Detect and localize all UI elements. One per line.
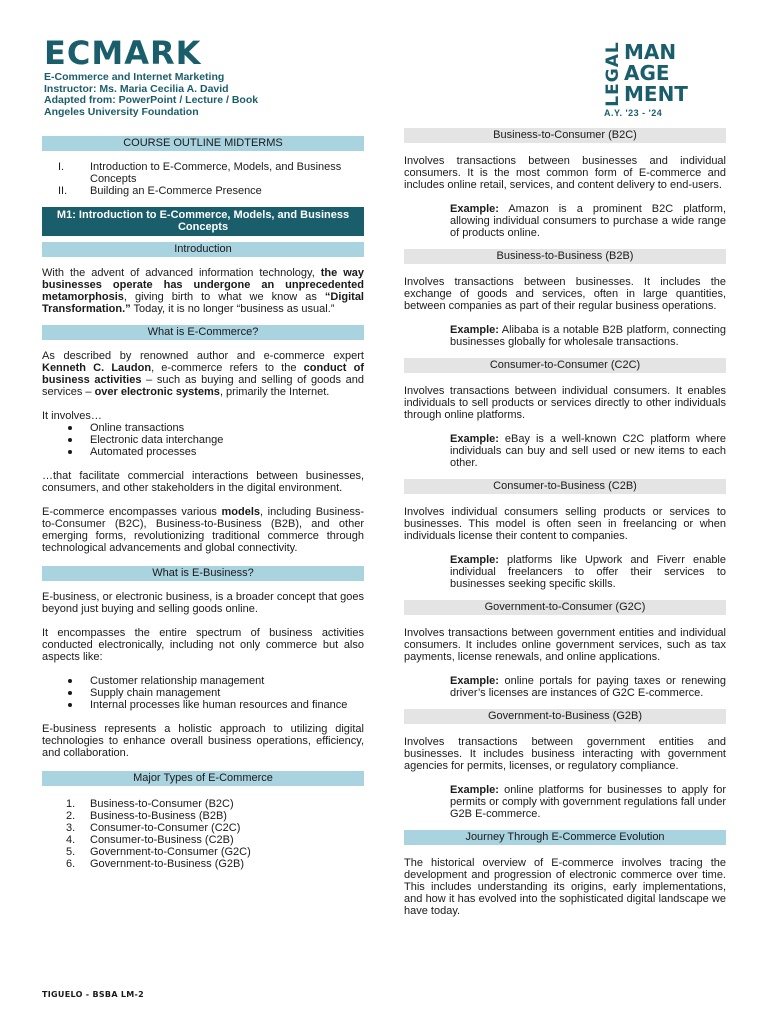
ebusiness-spectrum: It encompasses the entire spectrum of business activities conducted electronically, including not only commerce but also aspects like: — [42, 627, 364, 663]
section-title-b2c: Business-to-Consumer (B2C) — [404, 128, 726, 143]
g2b-description: Involves transactions between government entities and businesses. It includes business interacting with government agencies for permits, licenses, or regulatory compliance. — [404, 736, 726, 772]
section-title-ebusiness: What is E-Business? — [42, 566, 364, 581]
g2c-example: Example: online portals for paying taxes or renewing driver’s licenses are instances of G2C E-commerce. — [450, 675, 726, 699]
logo-word-2: AGE — [624, 61, 670, 85]
list-item: I. Introduction to E-Commerce, Models, and Business Concepts — [58, 161, 342, 185]
list-item: Internal processes like human resources and finance — [42, 699, 364, 711]
involves-list — [42, 422, 364, 458]
section-title-g2c: Government-to-Consumer (G2C) — [404, 600, 726, 615]
g2c-description: Involves transactions between government entities and individual consumers. It includes online government services, such as tax payments, license renewals, and online applications. — [404, 627, 726, 663]
list-item: Electronic data interchange — [42, 434, 364, 446]
c2c-example: Example: eBay is a well-known C2C platform where individuals can buy and sell used or new items to each other. — [450, 433, 726, 469]
b2b-example: Example: Alibaba is a notable B2B platform, connecting businesses globally for wholesale transactions. — [450, 324, 726, 348]
intro-paragraph: With the advent of advanced information technology, the way businesses operate has undergone an unprecedented metamorphosis, giving birth to what we know as “Digital Transformation.” Today, it is no longer “business as usual.” — [42, 267, 364, 315]
section-title-journey: Journey Through E-Commerce Evolution — [404, 830, 726, 845]
logo-word-3: MENT — [624, 82, 688, 106]
document-header — [44, 36, 724, 116]
involves-label: It involves… — [42, 410, 102, 422]
list-item: 4. Consumer-to-Business (C2B) — [66, 834, 234, 846]
journey-paragraph: The historical overview of E-commerce involves tracing the development and progression of electronic commerce over time. This includes understanding its origins, early implementations, and how it has evolved into the sophisticated digital landscape we have today. — [404, 857, 726, 917]
logo-legal-text: LEGAL — [603, 41, 623, 107]
page-footer: TIGUELO - BSBA LM-2 — [42, 990, 145, 999]
section-title-g2b: Government-to-Business (G2B) — [404, 709, 726, 724]
module-title: M1: Introduction to E-Commerce, Models, and Business Concepts — [42, 207, 364, 236]
list-item: Online transactions — [42, 422, 364, 434]
logo-word-1: MAN — [624, 40, 677, 64]
list-item: 5. Government-to-Consumer (G2C) — [66, 846, 251, 858]
left-column — [42, 128, 364, 870]
b2c-example: Example: Amazon is a prominent B2C platform, allowing individual consumers to purchase a wide range of products online. — [450, 203, 726, 239]
section-title-c2b: Consumer-to-Business (C2B) — [404, 479, 726, 494]
ebusiness-list — [42, 675, 364, 711]
legal-management-logo — [602, 42, 714, 118]
right-column — [404, 128, 726, 917]
section-title-major-types: Major Types of E-Commerce — [42, 771, 364, 786]
list-item: 1. Business-to-Consumer (B2C) — [66, 798, 234, 810]
course-name: E-Commerce and Internet Marketing — [44, 71, 225, 83]
list-item: II. Building an E-Commerce Presence — [58, 185, 262, 197]
c2c-description: Involves transactions between individual consumers. It enables individuals to sell products or services directly to other individuals through online platforms. — [404, 385, 726, 421]
list-item: 2. Business-to-Business (B2B) — [66, 810, 227, 822]
section-title-b2b: Business-to-Business (B2B) — [404, 249, 726, 264]
adapted-from: Adapted from: PowerPoint / Lecture / Book — [44, 94, 259, 106]
ecommerce-models: E-commerce encompasses various models, including Business-to-Consumer (B2C), Business-to-Business (B2B), and other emerging forms, revolutionizing traditional commerce through technological advancements and global connectivity. — [42, 506, 365, 554]
g2b-example: Example: online platforms for businesses to apply for permits or comply with government regulations fall under G2B E-commerce. — [450, 784, 726, 820]
list-item: Customer relationship management — [42, 675, 364, 687]
section-title-introduction: Introduction — [42, 242, 364, 257]
ecommerce-definition: As described by renowned author and e-commerce expert Kenneth C. Laudon, e-commerce refers to the conduct of business activities – such as buying and selling of goods and services – over electronic systems, primarily the Internet. — [42, 350, 364, 398]
list-item: 6. Government-to-Business (G2B) — [66, 858, 245, 870]
brand-title: ECMARK — [44, 34, 202, 72]
outline-list — [42, 161, 364, 197]
ebusiness-definition: E-business, or electronic business, is a broader concept that goes beyond just buying and selling goods online. — [42, 591, 364, 615]
list-item: Automated processes — [42, 446, 364, 458]
c2b-description: Involves individual consumers selling products or services to businesses. This model is often seen in freelancing or when individuals license their content to companies. — [404, 506, 726, 542]
instructor: Instructor: Ms. Maria Cecilia A. David — [44, 82, 229, 95]
ecommerce-interactions: …that facilitate commercial interactions between businesses, consumers, and other stakeholders in the digital environment. — [42, 470, 364, 494]
types-list — [42, 798, 364, 870]
outline-title: COURSE OUTLINE MIDTERMS — [42, 136, 364, 151]
ebusiness-holistic: E-business represents a holistic approach to utilizing digital technologies to enhance overall business operations, efficiency, and collaboration. — [42, 723, 364, 759]
list-item: 3. Consumer-to-Consumer (C2C) — [66, 822, 241, 834]
b2c-description: Involves transactions between businesses and individual consumers. It is the most common form of E-commerce and includes online retail, services, and content delivery to end-users. — [404, 155, 726, 191]
section-title-c2c: Consumer-to-Consumer (C2C) — [404, 358, 726, 373]
b2b-description: Involves transactions between businesses. It includes the exchange of goods and services, often in large quantities, between companies as part of their regular business operations. — [404, 276, 726, 312]
institution: Angeles University Foundation — [44, 105, 199, 118]
list-item: Supply chain management — [42, 687, 364, 699]
c2b-example: Example: platforms like Upwork and Fiverr enable individual freelancers to offer their services to businesses seeking specific skills. — [450, 554, 726, 590]
academic-year: A.Y. '23 - '24 — [604, 108, 663, 118]
section-title-ecommerce: What is E-Commerce? — [42, 325, 364, 340]
